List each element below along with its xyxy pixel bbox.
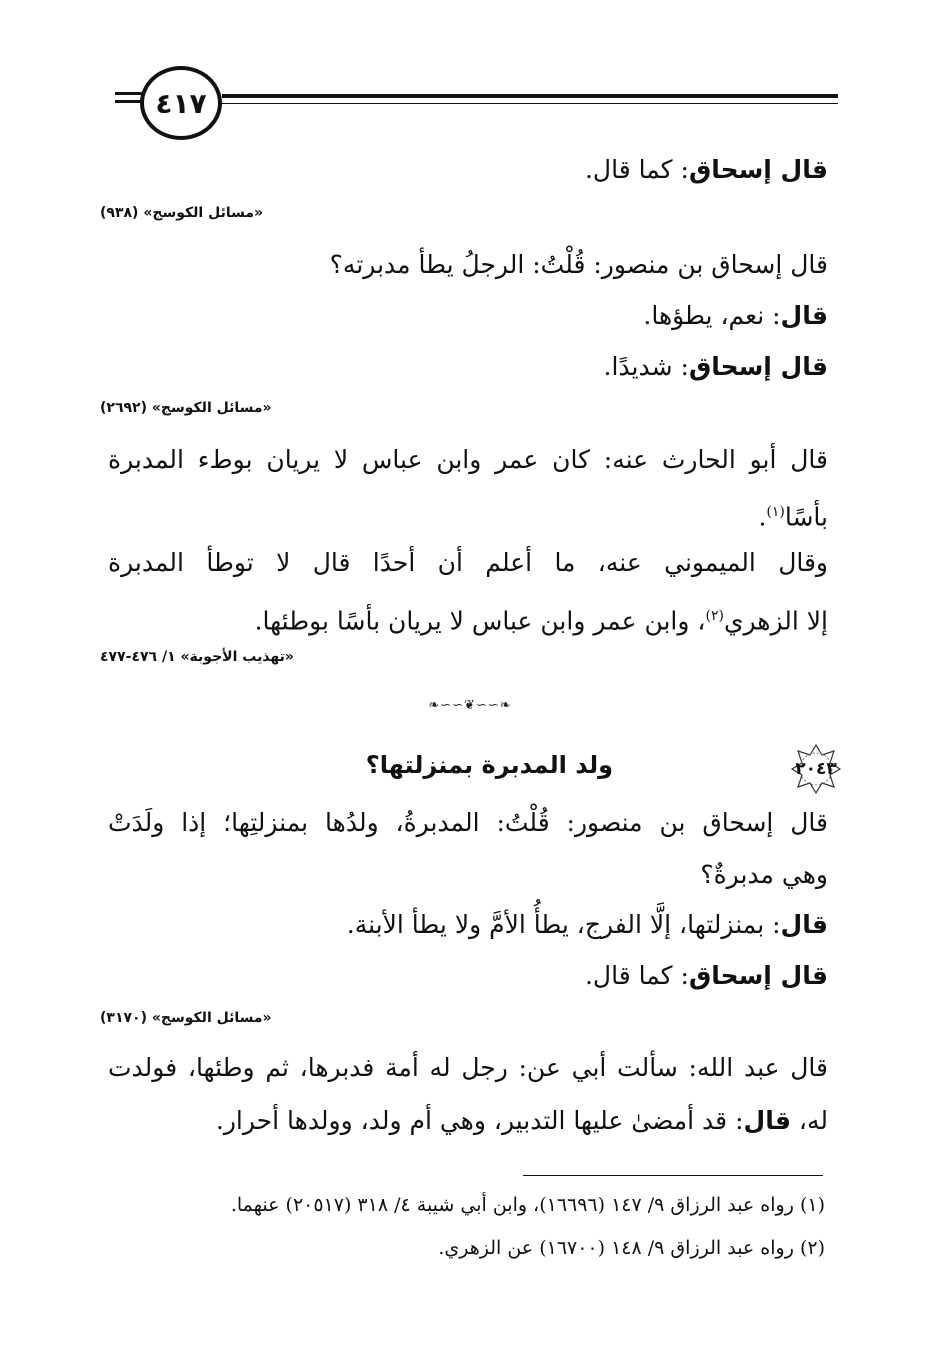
speaker-label: قال إسحاق bbox=[688, 155, 828, 184]
speaker-label: قال bbox=[780, 301, 828, 330]
page-number: ٤١٧ bbox=[140, 66, 222, 140]
footnote-text: رواه عبد الرزاق ٩/ ١٤٨ (١٦٧٠٠) عن الزهري. bbox=[438, 1237, 794, 1259]
line-text: له، bbox=[790, 1106, 828, 1135]
footnote-separator bbox=[523, 1175, 823, 1176]
footnote bbox=[110, 1233, 825, 1263]
text-line bbox=[108, 150, 828, 190]
line-text: ، وابن عمر وابن عباس لا يريان بأسًا بوطئها. bbox=[254, 606, 706, 636]
source-citation: «تهذيب الأجوبة» ١/ ٤٧٦-٤٧٧ bbox=[100, 649, 294, 665]
footnote-number: (١) bbox=[799, 1194, 825, 1216]
source-citation: «مسائل الكوسج» (٣١٧٠) bbox=[100, 1010, 272, 1026]
section-title: ولد المدبرة بمنزلتها؟ bbox=[365, 751, 613, 779]
line-text: بأسًا bbox=[784, 502, 828, 532]
text-line: قال عبد الله: سألت أبي عن: رجل له أمة فدبرها، ثم وطئها، فولدت bbox=[108, 1053, 828, 1082]
section-divider-ornament: ❧∽∽❦∽∽❧ bbox=[428, 697, 512, 713]
line-text: : شديدًا. bbox=[603, 352, 689, 381]
footnote-text: رواه عبد الرزاق ٩/ ١٤٧ (١٦٦٩٦)، وابن أبي شيبة ٤/ ٣١٨ (٢٠٥١٧) عنهما. bbox=[230, 1194, 794, 1216]
text-line bbox=[108, 956, 828, 996]
text-line bbox=[108, 1101, 828, 1141]
text-line: قال إسحاق بن منصور: قُلْتُ: المدبرةُ، ولدُها بمنزلتِها؛ إذا ولَدَتْ bbox=[108, 808, 828, 837]
text-line bbox=[108, 596, 828, 641]
header-rule-right-thick bbox=[222, 94, 838, 98]
line-text: : قد أمضىٰ عليها التدبير، وهي أم ولد، وولدها أحرار. bbox=[215, 1106, 744, 1135]
line-text: : بمنزلتها، إلَّا الفرج، يطأُ الأمَّ ولا يطأ الأبنة. bbox=[346, 910, 781, 939]
text-line: وهي مدبرةٌ؟ bbox=[700, 860, 828, 889]
speaker-label: قال إسحاق bbox=[688, 352, 828, 381]
source-citation: «مسائل الكوسج» (٩٣٨) bbox=[100, 205, 264, 221]
text-line bbox=[108, 347, 828, 387]
line-text: : نعم، يطؤها. bbox=[643, 301, 781, 330]
text-line: قال أبو الحارث عنه: كان عمر وابن عباس لا يريان بوطء المدبرة bbox=[108, 445, 828, 474]
footnote-number: (٢) bbox=[799, 1237, 825, 1259]
speaker-label: قال إسحاق bbox=[688, 961, 828, 990]
line-text: : كما قال. bbox=[584, 155, 689, 184]
source-citation: «مسائل الكوسج» (٢٦٩٢) bbox=[100, 400, 272, 416]
line-text: . bbox=[758, 502, 767, 532]
section-number: ٢٠٤٣ bbox=[795, 759, 837, 779]
text-line: قال إسحاق بن منصور: قُلْتُ: الرجلُ يطأ مدبرته؟ bbox=[329, 250, 828, 279]
text-line bbox=[108, 492, 828, 537]
speaker-label: قال bbox=[780, 910, 828, 939]
line-text: : كما قال. bbox=[584, 961, 689, 990]
text-line bbox=[108, 905, 828, 945]
footnote bbox=[110, 1190, 825, 1220]
header-rule-right-thin bbox=[222, 103, 838, 104]
section-number-badge bbox=[790, 743, 842, 795]
footnote-ref[interactable]: (٢) bbox=[705, 608, 724, 624]
speaker-label: قال bbox=[743, 1106, 791, 1135]
footnote-ref[interactable]: (١) bbox=[766, 504, 785, 520]
line-text: إلا الزهري bbox=[723, 606, 828, 636]
text-line bbox=[108, 296, 828, 336]
text-line: وقال الميموني عنه، ما أعلم أن أحدًا قال لا توطأ المدبرة bbox=[108, 548, 828, 577]
